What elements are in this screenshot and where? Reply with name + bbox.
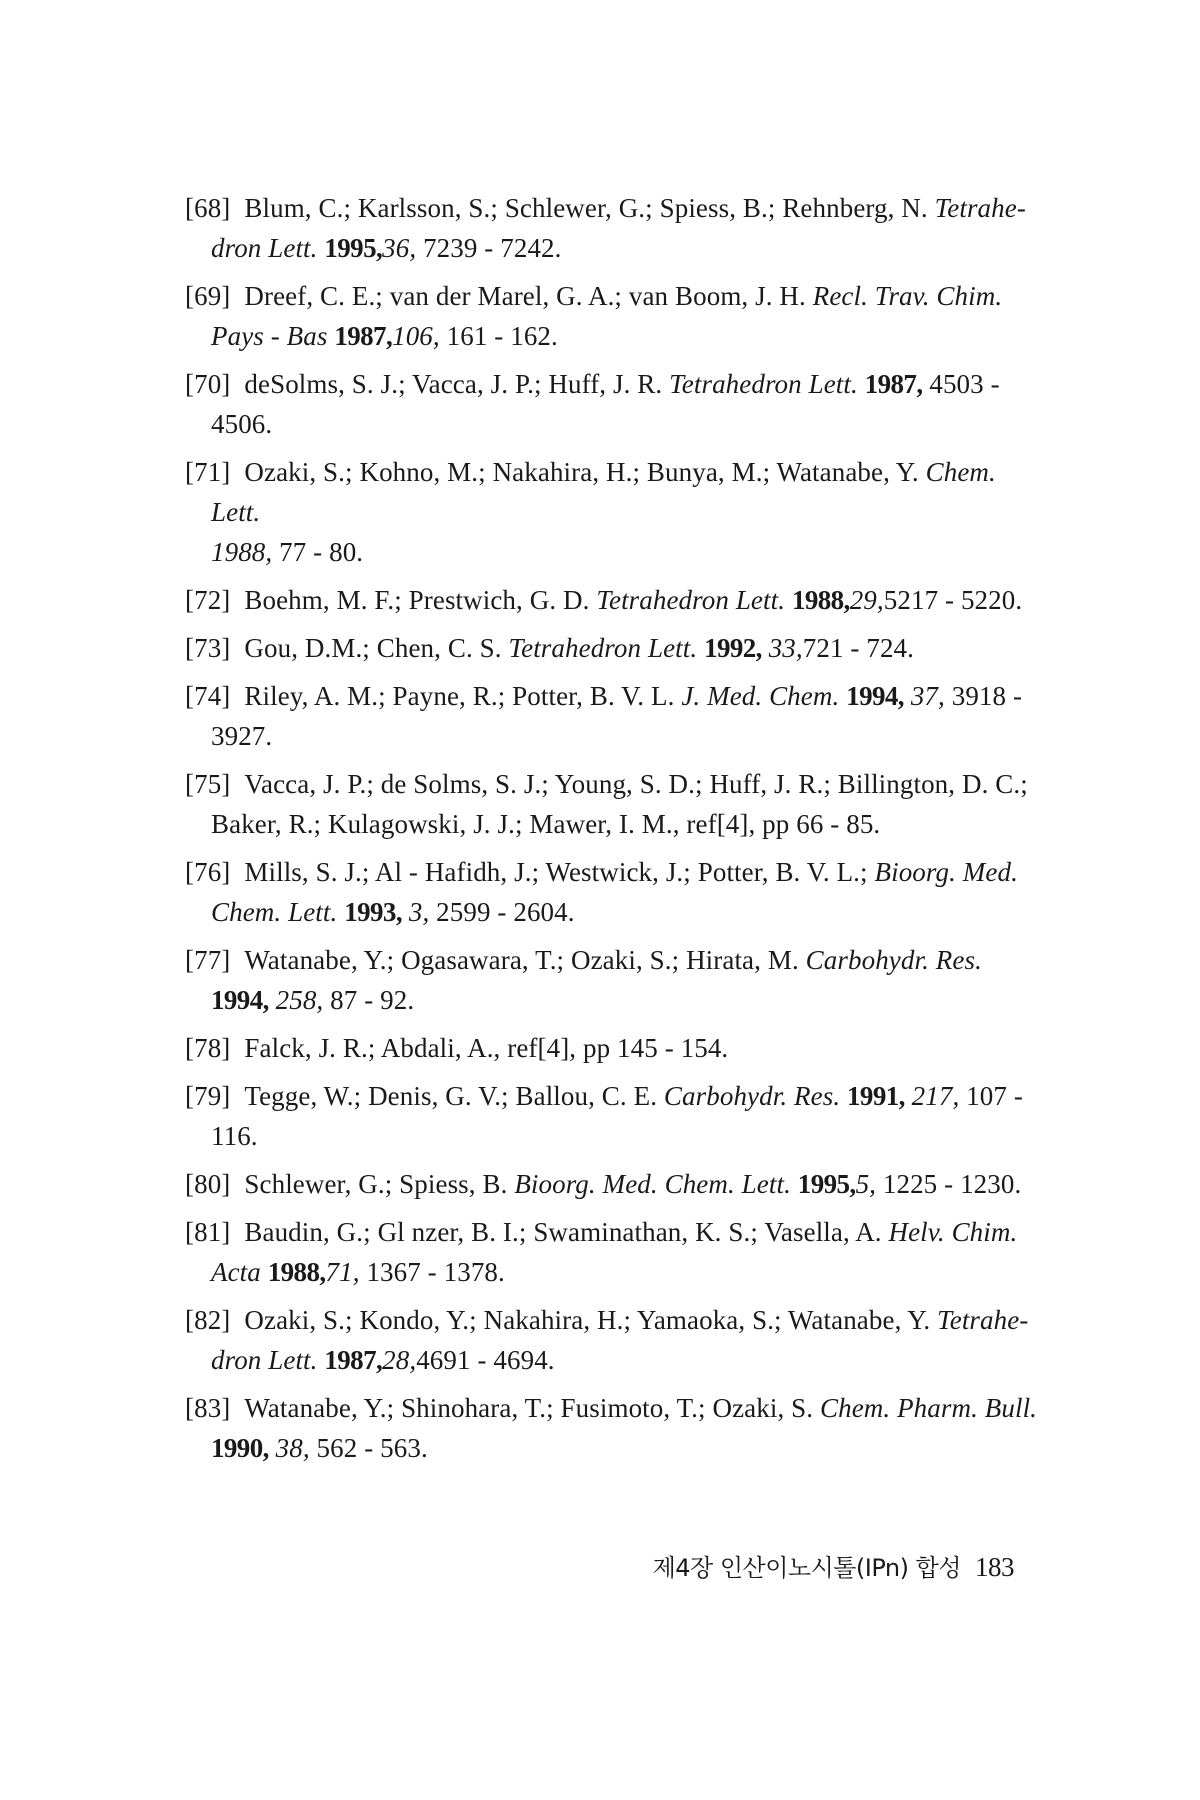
ref-year: 1988, bbox=[211, 537, 273, 567]
ref-year: 1987, bbox=[864, 369, 923, 399]
ref-authors: Tegge, W.; Denis, G. V.; Ballou, C. E. bbox=[244, 1081, 658, 1111]
ref-year: 1995, bbox=[324, 233, 383, 263]
reference-69 bbox=[185, 276, 1045, 356]
ref-number: [74] bbox=[185, 681, 231, 711]
ref-volume: 217, bbox=[911, 1081, 960, 1111]
reference-76 bbox=[185, 852, 1045, 932]
ref-number: [69] bbox=[185, 281, 231, 311]
ref-volume: 33, bbox=[768, 633, 803, 663]
ref-year: 1987, bbox=[324, 1345, 383, 1375]
ref-journal: Recl. Trav. Chim. bbox=[812, 281, 1003, 311]
reference-72 bbox=[185, 580, 1045, 620]
ref-pages: 77 - 80. bbox=[279, 537, 364, 567]
reference-74 bbox=[185, 676, 1045, 756]
ref-number: [71] bbox=[185, 457, 231, 487]
ref-journal: Bioorg. Med. bbox=[874, 857, 1018, 887]
ref-authors: Dreef, C. E.; van der Marel, G. A.; van Boom, J. H. bbox=[244, 281, 806, 311]
reference-82 bbox=[185, 1300, 1045, 1380]
ref-number: [79] bbox=[185, 1081, 231, 1111]
ref-year: 1988, bbox=[267, 1257, 326, 1287]
ref-pages: 2599 - 2604. bbox=[436, 897, 575, 927]
ref-pages-cont: 3927. bbox=[211, 721, 273, 751]
reference-70 bbox=[185, 364, 1045, 444]
ref-number: [81] bbox=[185, 1217, 231, 1247]
ref-journal: J. Med. Chem. bbox=[681, 681, 840, 711]
ref-pages: 5217 - 5220. bbox=[883, 585, 1023, 615]
ref-journal: Chem. Pharm. Bull. bbox=[819, 1393, 1038, 1423]
ref-number: [73] bbox=[185, 633, 231, 663]
ref-volume: 37, bbox=[910, 681, 945, 711]
ref-pages: 562 - 563. bbox=[316, 1433, 428, 1463]
ref-volume: 71, bbox=[325, 1257, 360, 1287]
ref-number: [80] bbox=[185, 1169, 231, 1199]
ref-volume: 106, bbox=[392, 321, 440, 351]
ref-pages: 3918 - bbox=[951, 681, 1023, 711]
ref-year: 1988, bbox=[791, 585, 850, 615]
ref-journal: Helv. Chim. bbox=[888, 1217, 1018, 1247]
ref-pages-cont: 4506. bbox=[211, 409, 273, 439]
ref-authors: Watanabe, Y.; Shinohara, T.; Fusimoto, T.; Ozaki, S. bbox=[244, 1393, 814, 1423]
ref-authors: Watanabe, Y.; Ogasawara, T.; Ozaki, S.; Hirata, M. bbox=[244, 945, 799, 975]
ref-pages: 721 - 724. bbox=[802, 633, 915, 663]
ref-pages: 1225 - 1230. bbox=[882, 1169, 1022, 1199]
ref-year: 1991, bbox=[847, 1081, 905, 1111]
ref-journal-cont: Acta bbox=[211, 1257, 261, 1287]
ref-number: [77] bbox=[185, 945, 231, 975]
reference-79 bbox=[185, 1076, 1045, 1156]
ref-journal: Bioorg. Med. Chem. Lett. bbox=[514, 1169, 791, 1199]
ref-journal: Carbohydr. Res. bbox=[663, 1081, 841, 1111]
ref-volume: 3, bbox=[408, 897, 430, 927]
ref-authors: Mills, S. J.; Al - Hafidh, J.; Westwick, J.; Potter, B. V. L.; bbox=[244, 857, 868, 887]
ref-number: [83] bbox=[185, 1393, 231, 1423]
ref-authors: Blum, C.; Karlsson, S.; Schlewer, G.; Spiess, B.; Rehnberg, N. bbox=[244, 193, 928, 223]
ref-journal: Tetrahedron Lett. bbox=[508, 633, 698, 663]
ref-volume: 258, bbox=[275, 985, 324, 1015]
ref-number: [70] bbox=[185, 369, 231, 399]
ref-year: 1990, bbox=[211, 1433, 269, 1463]
reference-78 bbox=[185, 1028, 1045, 1068]
ref-pages: 7239 - 7242. bbox=[423, 233, 562, 263]
ref-year: 1993, bbox=[344, 897, 402, 927]
ref-year: 1995, bbox=[797, 1169, 856, 1199]
ref-year: 1994, bbox=[211, 985, 269, 1015]
ref-authors: Falck, J. R.; Abdali, A., ref[4], pp 145 - 154. bbox=[244, 1033, 729, 1063]
ref-volume: 5, bbox=[855, 1169, 877, 1199]
reference-77 bbox=[185, 940, 1045, 1020]
ref-volume: 29, bbox=[849, 585, 884, 615]
reference-71 bbox=[185, 452, 1045, 572]
ref-year: 1987, bbox=[334, 321, 393, 351]
ref-number: [82] bbox=[185, 1305, 231, 1335]
chapter-title: 제4장 인산이노시톨(IPn) 합성 bbox=[652, 1554, 961, 1582]
ref-journal: Tetrahedron Lett. bbox=[596, 585, 786, 615]
ref-authors: Vacca, J. P.; de Solms, S. J.; Young, S. D.; Huff, J. R.; Billington, D. C.; bbox=[244, 769, 1028, 799]
ref-pages: 161 - 162. bbox=[446, 321, 558, 351]
ref-journal: Chem. Lett. bbox=[211, 457, 996, 527]
ref-authors: Riley, A. M.; Payne, R.; Potter, B. V. L. bbox=[244, 681, 675, 711]
ref-journal-cont: Pays - Bas bbox=[211, 321, 328, 351]
reference-81 bbox=[185, 1212, 1045, 1292]
ref-authors: Gou, D.M.; Chen, C. S. bbox=[244, 633, 502, 663]
ref-journal: Tetrahedron Lett. bbox=[669, 369, 858, 399]
ref-volume: 28, bbox=[382, 1345, 417, 1375]
ref-year: 1994, bbox=[846, 681, 904, 711]
ref-number: [72] bbox=[185, 585, 231, 615]
ref-pages: 1367 - 1378. bbox=[366, 1257, 505, 1287]
reference-83 bbox=[185, 1388, 1045, 1468]
ref-journal-cont: dron Lett. bbox=[211, 233, 318, 263]
ref-authors: deSolms, S. J.; Vacca, J. P.; Huff, J. R. bbox=[244, 369, 663, 399]
ref-volume: 38, bbox=[275, 1433, 310, 1463]
page-footer bbox=[653, 1548, 1014, 1583]
ref-pages: 4691 - 4694. bbox=[416, 1345, 555, 1375]
ref-journal-cont: dron Lett. bbox=[211, 1345, 318, 1375]
ref-authors: Ozaki, S.; Kohno, M.; Nakahira, H.; Bunya, M.; Watanabe, Y. bbox=[244, 457, 919, 487]
reference-75 bbox=[185, 764, 1045, 844]
reference-list bbox=[185, 188, 1045, 1476]
ref-authors-cont: Baker, R.; Kulagowski, J. J.; Mawer, I. M., ref[4], pp 66 - 85. bbox=[211, 809, 881, 839]
ref-authors: Boehm, M. F.; Prestwich, G. D. bbox=[244, 585, 590, 615]
ref-journal: Tetrahe- bbox=[937, 1305, 1029, 1335]
ref-number: [78] bbox=[185, 1033, 231, 1063]
ref-number: [75] bbox=[185, 769, 231, 799]
reference-73 bbox=[185, 628, 1045, 668]
ref-pages: 107 - bbox=[966, 1081, 1023, 1111]
ref-journal: Carbohydr. Res. bbox=[805, 945, 982, 975]
ref-journal: Tetrahe- bbox=[934, 193, 1026, 223]
ref-authors: Ozaki, S.; Kondo, Y.; Nakahira, H.; Yamaoka, S.; Watanabe, Y. bbox=[244, 1305, 931, 1335]
ref-pages: 4503 - bbox=[929, 369, 1000, 399]
ref-authors: Schlewer, G.; Spiess, B. bbox=[244, 1169, 508, 1199]
ref-journal-cont: Chem. Lett. bbox=[211, 897, 338, 927]
ref-authors: Baudin, G.; Gl nzer, B. I.; Swaminathan, K. S.; Vasella, A. bbox=[244, 1217, 882, 1247]
ref-number: [76] bbox=[185, 857, 231, 887]
ref-volume: 36, bbox=[382, 233, 417, 263]
ref-number: [68] bbox=[185, 193, 231, 223]
page-number: 183 bbox=[975, 1552, 1014, 1582]
ref-pages-cont: 116. bbox=[211, 1121, 258, 1151]
ref-pages: 87 - 92. bbox=[330, 985, 415, 1015]
reference-68 bbox=[185, 188, 1045, 268]
ref-year: 1992, bbox=[704, 633, 762, 663]
reference-80 bbox=[185, 1164, 1045, 1204]
